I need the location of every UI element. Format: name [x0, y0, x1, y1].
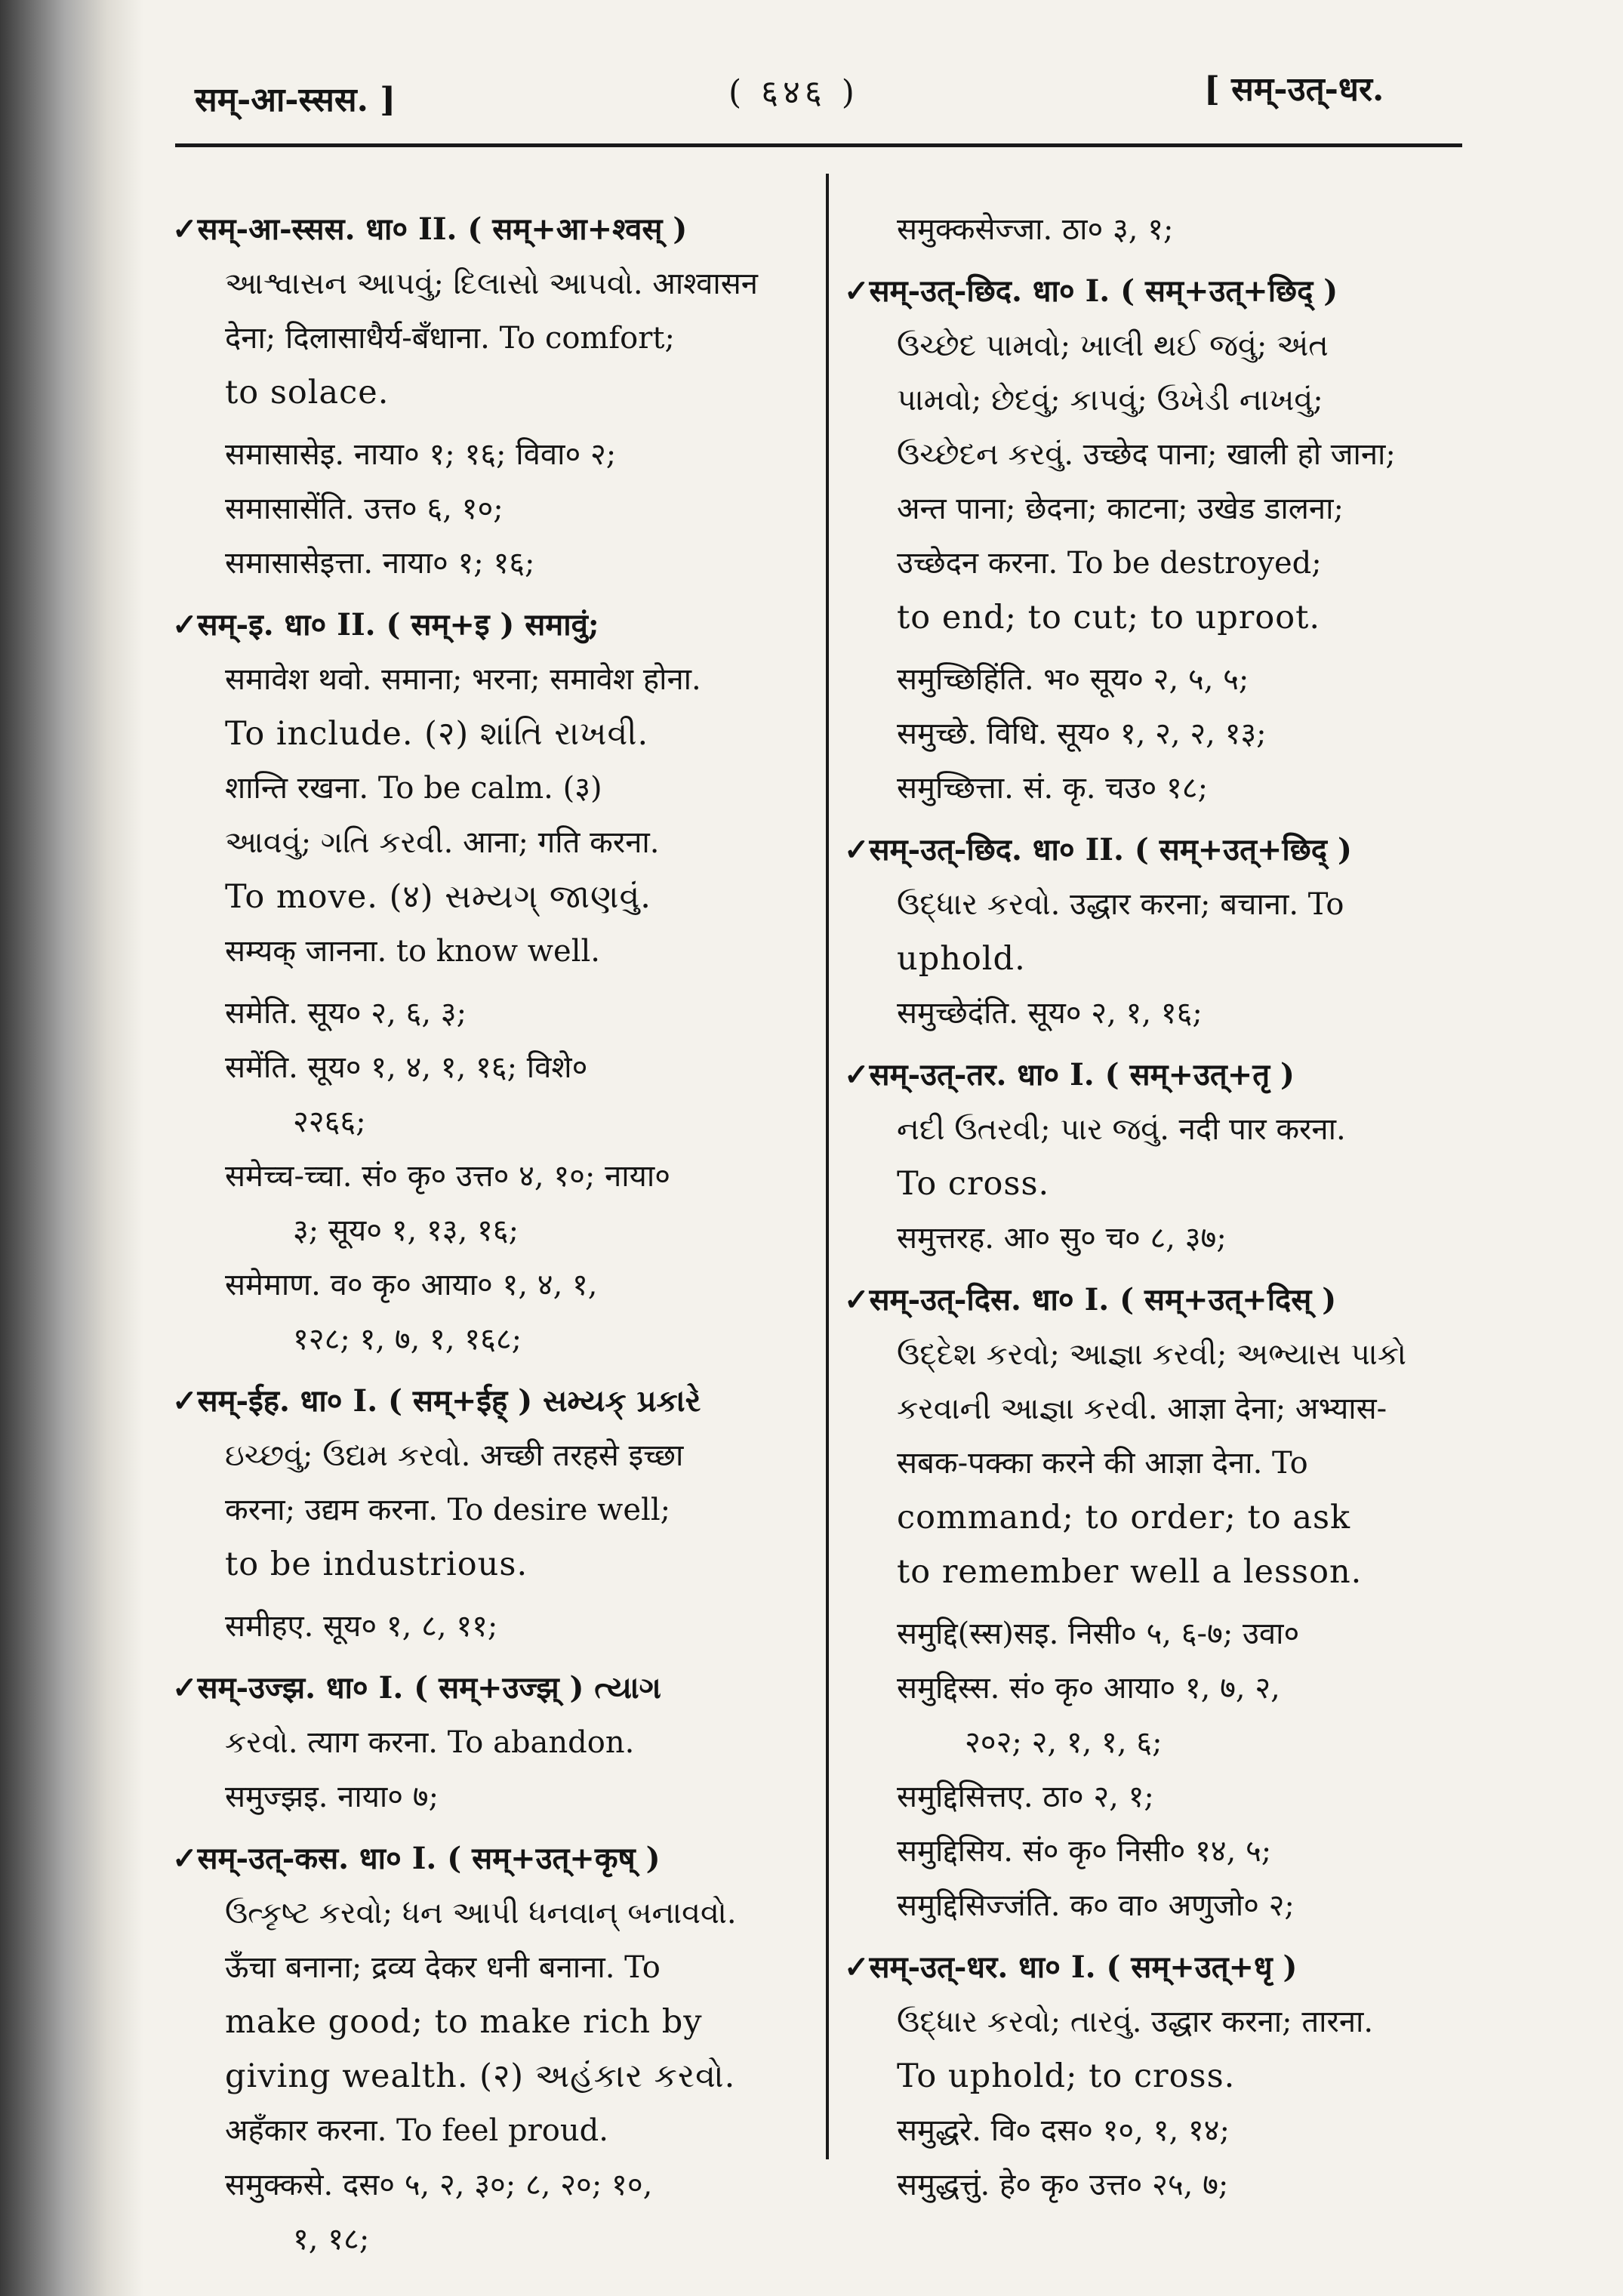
- dictionary-entry: [844, 652, 1482, 815]
- inflected-form-line: समुत्तरह. आ० सु० च० ८, ३७;: [897, 1221, 1227, 1256]
- inflected-form-line: समासासेइत्ता. नाया० १; १६;: [225, 546, 535, 581]
- definition-line: ऊँचा बनाना; द्रव्य देकर धनी बनाना. To: [225, 1950, 661, 1985]
- root-headword-line: ✓सम्-उत्-तर. धा० I. ( सम्+उत्+तृ ): [844, 1057, 1295, 1093]
- english-gloss-line: to be industrious.: [225, 1546, 528, 1583]
- dictionary-entry: [172, 1374, 810, 1592]
- inflected-form-line: समासासेइ. नाया० १; १६; विवा० २;: [225, 437, 617, 472]
- english-gloss-line: make good; to make rich by: [225, 2003, 703, 2041]
- inflected-form-line: समीहए. सूय० १, ८, ११;: [225, 1609, 498, 1644]
- header-left-guideword: सम्-आ-स्सस. ]: [195, 81, 396, 119]
- definition-line: सम्यक् जानना. to know well.: [225, 934, 601, 969]
- english-gloss-line: to remember well a lesson.: [897, 1553, 1363, 1591]
- definition-line: ઉદ્દેશ કરવો; આજ્ઞા કરવી; અભ્યાસ પાકો: [897, 1337, 1407, 1372]
- definition-line: उच्छेदन करना. To be destroyed;: [897, 546, 1322, 581]
- english-gloss-line: To uphold; to cross.: [897, 2057, 1236, 2095]
- page-number: ( ६४६ ): [728, 73, 859, 112]
- inflected-form-line: समुद्दिसित्तए. ठा० २, १;: [897, 1780, 1154, 1814]
- english-gloss-line: command; to order; to ask: [897, 1499, 1351, 1536]
- inflected-form-line: समेंति. सूय० १, ४, १, १६; विशे०: [225, 1050, 588, 1085]
- inflected-form-line: समुद्धरे. वि० दस० १०, १, १४;: [897, 2113, 1230, 2148]
- inflected-form-line: समुज्झइ. नाया० ७;: [225, 1780, 439, 1814]
- dictionary-entry: [172, 1661, 810, 1824]
- inflected-form-line: समुद्दिस्स. सं० कृ० आया० १, ७, २,: [897, 1671, 1280, 1706]
- dictionary-entry: [844, 264, 1482, 645]
- definition-line: પામવો; છેદવું; કાપવું; ઉખેડી નાખવું;: [897, 383, 1323, 418]
- inflected-form-line: समुद्दिसिज्जंति. क० वा० अणुजो० २;: [897, 1888, 1295, 1923]
- definition-line: अहँकार करना. To feel proud.: [225, 2113, 608, 2148]
- definition-line: કરવાની આજ્ઞા કરવી. आज्ञा देना; अभ्यास-: [897, 1391, 1387, 1426]
- root-headword-line: ✓सम्-उत्-धर. धा० I. ( सम्+उत्+धृ ): [844, 1949, 1298, 1985]
- dictionary-entry: [844, 1607, 1482, 1933]
- inflected-form-line: समेच्च-च्चा. सं० कृ० उत्त० ४, १०; नाया०: [225, 1159, 671, 1194]
- definition-line: समावेश थवो. समाना; भरना; समावेश होना.: [225, 662, 701, 697]
- inflected-form-line: समुच्छे. विधि. सूय० १, २, २, १३;: [897, 717, 1267, 751]
- header-right-guideword: [ सम्-उत्-धर.: [1204, 70, 1384, 109]
- dictionary-entry: [172, 1832, 810, 2267]
- reference-continuation-line: १, १८;: [293, 2222, 370, 2257]
- dictionary-entry: [172, 1599, 810, 1653]
- root-headword-line: ✓सम्-ईह. धा० I. ( सम्+ईह् ) સમ્યક્ પ્રકારે: [172, 1383, 701, 1419]
- definition-line: કરવો. त्याग करना. To abandon.: [225, 1725, 635, 1760]
- definition-line: ઇચ્છવું; ઉદ્યમ કરવો. अच्छी तरहसे इच्छा: [225, 1438, 684, 1473]
- dictionary-entry: [172, 202, 810, 420]
- dictionary-entry: [844, 1273, 1482, 1599]
- english-gloss-line: to end; to cut; to uproot.: [897, 599, 1321, 636]
- reference-continuation-line: २०२; २, १, १, ६;: [965, 1725, 1163, 1760]
- english-gloss-line: To cross.: [897, 1165, 1050, 1203]
- definition-line: अन्त पाना; छेदना; काटना; उखेड डालना;: [897, 492, 1344, 526]
- definition-line: देना; दिलासाधैर्य-बँधाना. To comfort;: [225, 321, 675, 356]
- inflected-form-line: समुक्कसे. दस० ५, २, ३०; ८, २०; १०,: [225, 2168, 653, 2202]
- inflected-form-line: समेति. सूय० २, ६, ३;: [225, 996, 467, 1031]
- column-divider: [826, 174, 829, 2159]
- definition-line: ઉચ્છેદન કરવું. उच्छेद पाना; खाली हो जाना;: [897, 437, 1396, 472]
- definition-line: નદી ઉતરવી; પાર જવું. नदी पार करना.: [897, 1112, 1346, 1147]
- inflected-form-line: समुद्दिसिय. सं० कृ० निसी० १४, ५;: [897, 1834, 1272, 1869]
- reference-continuation-line: ३; सूय० १, १३, १६;: [293, 1213, 519, 1248]
- dictionary-entry: [844, 1048, 1482, 1265]
- root-headword-line: ✓सम्-आ-स्सस. धा० II. ( सम्+आ+श्वस् ): [172, 211, 688, 247]
- english-gloss-line: giving wealth. (२) અહંકાર કરવો.: [225, 2057, 736, 2095]
- dictionary-entry: [844, 202, 1482, 257]
- english-gloss-line: To move. (४) સમ્યગ્ જાણવું.: [225, 878, 651, 916]
- english-gloss-line: to solace.: [225, 374, 390, 411]
- root-headword-line: ✓सम्-उत्-छिद. धा० II. ( सम्+उत्+छिद् ): [844, 832, 1352, 868]
- definition-line: ઉદ્ધાર કરવો. उद्धार करना; बचाना. To: [897, 887, 1344, 922]
- english-gloss-line: To include. (२) શાંતિ રાખવી.: [225, 715, 649, 753]
- definition-line: शान्ति रखना. To be calm. (३): [225, 771, 602, 806]
- header-rule: [175, 143, 1462, 147]
- dictionary-entry: [844, 823, 1482, 1040]
- inflected-form-line: समुच्छिहिंति. भ० सूय० २, ५, ५;: [897, 662, 1249, 697]
- inflected-form-line: समुक्कसेज्जा. ठा० ३, १;: [897, 212, 1174, 247]
- reference-continuation-line: २२६६;: [293, 1105, 366, 1139]
- right-column: [844, 202, 1482, 2220]
- root-headword-line: ✓सम्-उज्झ. धा० I. ( सम्+उज्झ् ) ત્યાગ: [172, 1670, 661, 1706]
- definition-line: ઉદ્ધાર કરવો; તારવું. उद्धार करना; तारना.: [897, 2005, 1374, 2039]
- inflected-form-line: समुच्छेदंति. सूय० २, १, १६;: [897, 996, 1203, 1031]
- root-headword-line: ✓सम्-उत्-दिस. धा० I. ( सम्+उत्+दिस् ): [844, 1282, 1337, 1318]
- definition-line: करना; उद्यम करना. To desire well;: [225, 1493, 671, 1527]
- dictionary-entry: [172, 598, 810, 978]
- dictionary-entry: [172, 427, 810, 590]
- definition-line: આશ્વાસન આપવું; દિલાસો આપવો. आश्वासन: [225, 267, 759, 301]
- root-headword-line: ✓सम्-इ. धा० II. ( सम्+इ ) समावुं;: [172, 607, 599, 643]
- page-header: [0, 60, 1623, 128]
- dictionary-entry: [172, 986, 810, 1367]
- definition-line: ઉત્કૃષ્ટ કરવો; ધન આપી ધનવાન્ બનાવવો.: [225, 1896, 737, 1931]
- root-headword-line: ✓सम्-उत्-कस. धा० I. ( सम्+उत्+कृष् ): [172, 1841, 661, 1876]
- definition-line: सबक-पक्का करने की आज्ञा देना. To: [897, 1446, 1308, 1481]
- inflected-form-line: समेमाण. व० कृ० आया० १, ४, १,: [225, 1268, 598, 1302]
- inflected-form-line: समुद्दि(स्स)सइ. निसी० ५, ६-७; उवा०: [897, 1616, 1300, 1651]
- inflected-form-line: समासासेंति. उत्त० ६, १०;: [225, 492, 504, 526]
- dictionary-entry: [844, 1940, 1482, 2212]
- english-gloss-line: uphold.: [897, 940, 1026, 978]
- root-headword-line: ✓सम्-उत्-छिद. धा० I. ( सम्+उत्+छिद् ): [844, 273, 1338, 309]
- left-column: [172, 202, 810, 2274]
- reference-continuation-line: १२८; १, ७, १, १६८;: [293, 1322, 522, 1357]
- definition-line: ઉચ્છેદ પામવો; ખાલી થઈ જવું; અંત: [897, 328, 1329, 363]
- definition-line: આવવું; ગતિ કરવી. आना; गति करना.: [225, 825, 660, 860]
- inflected-form-line: समुद्धत्तुं. हे० कृ० उत्त० २५, ७;: [897, 2168, 1229, 2202]
- inflected-form-line: समुच्छित्ता. सं. कृ. चउ० १८;: [897, 771, 1209, 806]
